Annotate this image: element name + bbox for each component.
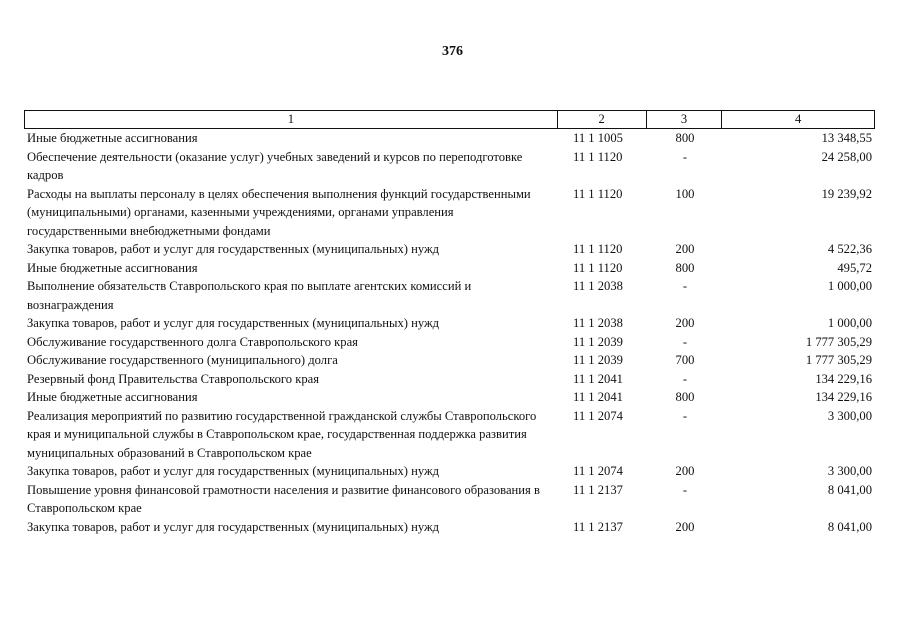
row-name: Иные бюджетные ассигнования	[27, 260, 198, 275]
header-col-2: 2	[558, 111, 647, 128]
row-type: 700	[675, 353, 695, 367]
header-col-1: 1	[25, 111, 558, 128]
row-code: 11 1 2041	[573, 390, 623, 404]
row-amount: 134 229,16	[815, 390, 872, 404]
row-code: 11 1 2137	[573, 482, 623, 497]
row-type: 100	[675, 186, 695, 201]
row-type: -	[682, 408, 688, 423]
header-col-4: 4	[795, 112, 802, 126]
row-amount: 1 777 305,29	[805, 334, 872, 349]
row-type: 200	[675, 316, 695, 330]
table-row	[24, 388, 875, 407]
row-type: -	[682, 149, 688, 164]
row-name: Обслуживание государственного (муниципального) долга	[27, 353, 338, 367]
row-amount: 1 000,00	[827, 316, 872, 330]
table-header	[24, 110, 875, 129]
table-row	[24, 462, 875, 481]
table-row	[24, 277, 875, 314]
row-amount: 24 258,00	[821, 149, 872, 164]
table-body	[24, 129, 875, 536]
page-number: 376	[442, 44, 463, 59]
row-amount: 4 522,36	[827, 242, 872, 256]
row-code: 11 1 2137	[573, 519, 623, 534]
table-row	[24, 314, 875, 333]
row-code: 11 1 2074	[573, 408, 623, 423]
table-row	[24, 240, 875, 259]
row-code: 11 1 2038	[573, 279, 623, 293]
row-code: 11 1 2038	[573, 316, 623, 330]
table-row	[24, 518, 875, 537]
row-amount: 495,72	[837, 260, 872, 275]
row-amount: 1 000,00	[827, 279, 872, 293]
row-type: -	[682, 279, 688, 293]
table-row	[24, 185, 875, 241]
row-amount: 1 777 305,29	[805, 353, 872, 367]
row-type: 800	[675, 390, 695, 404]
row-name: Выполнение обязательств Ставропольского края по выплате агентских комиссий и вознаграждения	[27, 279, 472, 312]
row-type: 200	[675, 464, 695, 478]
row-code: 11 1 1120	[573, 242, 623, 256]
row-name: Иные бюджетные ассигнования	[27, 390, 198, 404]
table-row	[24, 370, 875, 389]
table-row	[24, 407, 875, 463]
row-code: 11 1 2074	[573, 464, 623, 478]
row-name: Закупка товаров, работ и услуг для государственных (муниципальных) нужд	[27, 464, 440, 478]
row-amount: 19 239,92	[821, 186, 872, 201]
row-type: 800	[675, 260, 695, 275]
row-code: 11 1 1005	[573, 131, 623, 145]
row-amount: 134 229,16	[815, 371, 872, 386]
row-code: 11 1 1120	[573, 149, 623, 164]
row-name: Обслуживание государственного долга Ставропольского края	[27, 334, 358, 349]
table-row	[24, 129, 875, 148]
row-code: 11 1 2041	[573, 371, 623, 386]
budget-table	[24, 110, 875, 536]
row-type: 200	[675, 242, 695, 256]
header-col-3: 3	[647, 111, 723, 128]
row-code: 11 1 1120	[573, 186, 623, 201]
row-name: Повышение уровня финансовой грамотности населения и развитие финансового образования в Ставропольском крае	[27, 482, 540, 515]
row-name: Закупка товаров, работ и услуг для государственных (муниципальных) нужд	[27, 316, 440, 330]
table-row	[24, 481, 875, 518]
row-name: Расходы на выплаты персоналу в целях обеспечения выполнения функций государственными (муниципальными) органами, казенными учреждениями, органами управления государственными внебюджетными фондами	[27, 186, 531, 238]
row-type: 800	[675, 131, 695, 145]
row-amount: 8 041,00	[827, 519, 872, 534]
row-type: -	[682, 334, 688, 349]
row-name: Резервный фонд Правительства Ставропольского края	[27, 371, 320, 386]
row-amount: 3 300,00	[827, 408, 872, 423]
row-name: Закупка товаров, работ и услуг для государственных (муниципальных) нужд	[27, 242, 440, 256]
row-name: Обеспечение деятельности (оказание услуг) учебных заведений и курсов по переподготовке кадров	[27, 149, 523, 182]
table-row	[24, 148, 875, 185]
row-code: 11 1 1120	[573, 260, 623, 275]
row-code: 11 1 2039	[573, 353, 623, 367]
row-name: Иные бюджетные ассигнования	[27, 131, 198, 145]
row-amount: 8 041,00	[827, 482, 872, 497]
row-type: -	[682, 482, 688, 497]
row-name: Закупка товаров, работ и услуг для государственных (муниципальных) нужд	[27, 519, 440, 534]
row-name: Реализация мероприятий по развитию государственной гражданской службы Ставропольского края и муниципальной службы в Ставропольском крае, государственная поддержка развития муниципальных образований в Ставропольском крае	[27, 408, 537, 460]
table-row	[24, 333, 875, 352]
row-code: 11 1 2039	[573, 334, 623, 349]
table-row	[24, 259, 875, 278]
row-type: -	[682, 371, 688, 386]
table-row	[24, 351, 875, 370]
row-type: 200	[675, 519, 695, 534]
row-amount: 3 300,00	[827, 464, 872, 478]
row-amount: 13 348,55	[821, 131, 872, 145]
